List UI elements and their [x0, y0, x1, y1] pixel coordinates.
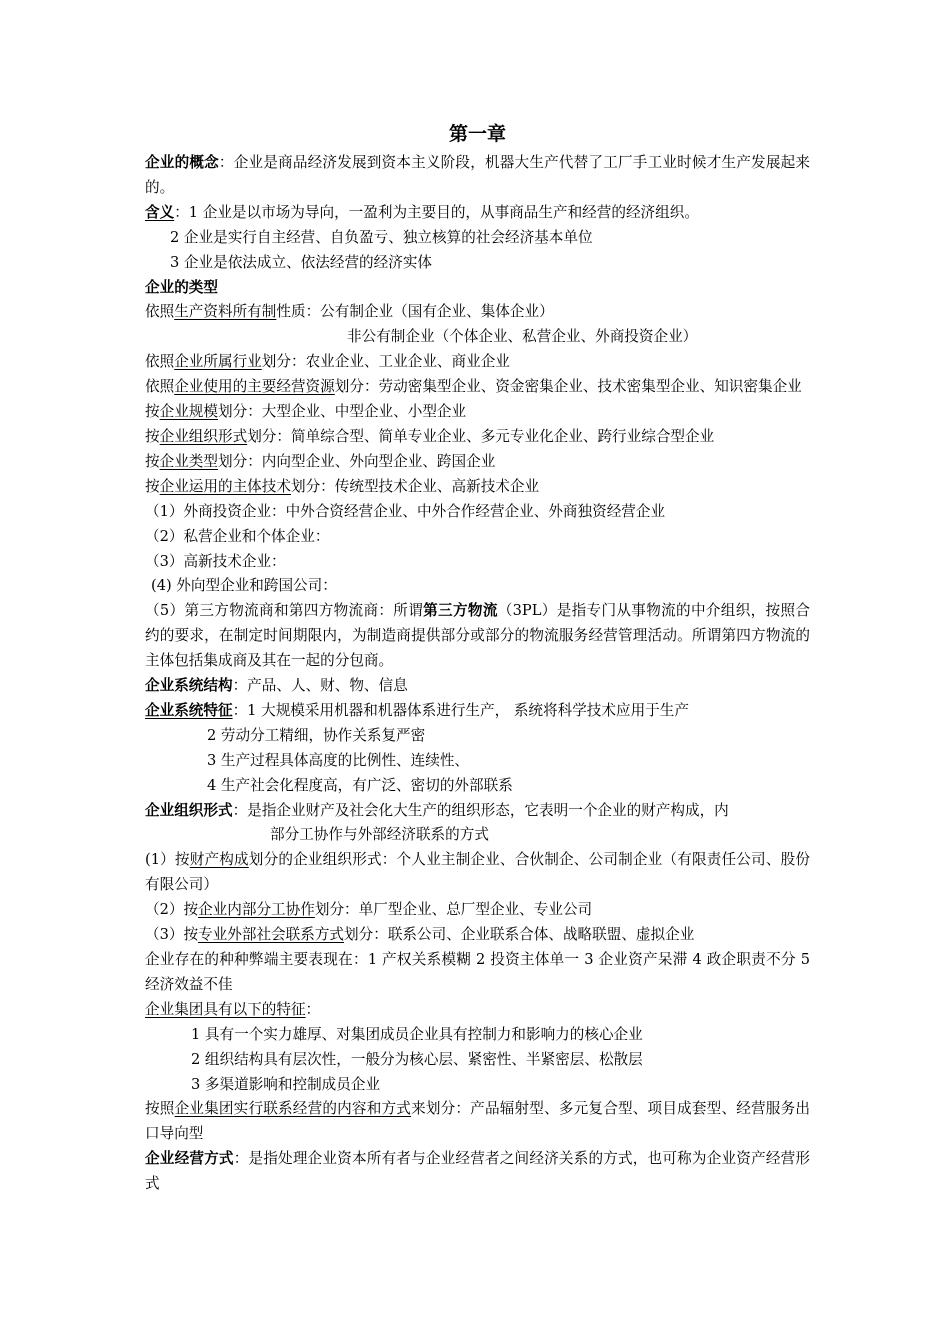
org-form-a: (1）按财产构成划分的企业组织形式：个人业主制企业、合伙制企、公司制企业（有限责任公司、股份有限公司）: [145, 851, 810, 894]
operation-paragraph: 企业经营方式：是指处理企业资本所有者与企业经营者之间经济关系的方式，也可称为企业资产经营形式: [145, 1150, 810, 1193]
concept-label: 企业的概念: [145, 154, 219, 171]
concept-paragraph: [145, 151, 810, 201]
features-item-3: 3 生产过程具体高度的比例性、连续性、: [207, 751, 470, 769]
problems-paragraph: 企业存在的种种弊端主要表现在：1 产权关系模糊 2 投资主体单一 3 企业资产呆滞 4 政企职责不分 5 经济效益不佳: [145, 951, 810, 993]
group-heading: 企业集团具有以下的特征：: [145, 1000, 321, 1018]
list-item-4: (4) 外向型企业和跨国公司：: [151, 577, 337, 595]
list-item-1: （1）外商投资企业：中外合资经营企业、中外合作经营企业、外商独资经营企业: [145, 502, 666, 520]
type-technology: 按企业运用的主体技术划分：传统型技术企业、高新技术企业: [145, 477, 540, 495]
features-item-4: 4 生产社会化程度高，有广泛、密切的外部联系: [207, 776, 513, 794]
type-scale: 按企业规模划分：大型企业、中型企业、小型企业: [145, 403, 467, 421]
type-kind: 按企业类型划分：内向型企业、外向型企业、跨国企业: [145, 452, 496, 470]
list-item-3: （3）高新技术企业：: [145, 552, 286, 570]
meaning-label: 含义: [145, 203, 175, 221]
type-ownership: 依照生产资料所有制性质：公有制企业（国有企业、集体企业）: [145, 303, 554, 321]
concept-text: ：企业是商品经济发展到资本主义阶段，机器大生产代替了工厂手工业时候才生产发展起来的。: [145, 154, 810, 196]
org-form-line2: 部分工协作与外部经济联系的方式: [270, 826, 489, 844]
type-ownership-line2: 非公有制企业（个体企业、私营企业、外商投资企业）: [347, 328, 698, 346]
group-item-2: 2 组织结构具有层次性，一般分为核心层、紧密性、半紧密层、松散层: [191, 1050, 643, 1068]
group-classify: 按照企业集团实行联系经营的内容和方式来划分：产品辐射型、多元复合型、项目成套型、经营服务出口导向型: [145, 1100, 810, 1143]
structure-paragraph: 企业系统结构：产品、人、财、物、信息: [145, 677, 408, 695]
org-form-line1: 企业组织形式：是指企业财产及社会化大生产的组织形态，它表明一个企业的财产构成，内: [145, 801, 729, 819]
group-item-3: 3 多渠道影响和控制成员企业: [191, 1075, 381, 1093]
chapter-title: 第一章: [448, 123, 506, 145]
org-form-c: （3）按专业外部社会联系方式划分：联系公司、企业联系合体、战略联盟、虚拟企业: [145, 926, 695, 944]
meaning-item-2: 2 企业是实行自主经营、自负盈亏、独立核算的社会经济基本单位: [170, 228, 593, 246]
type-resource: 依照企业使用的主要经营资源划分：劳动密集型企业、资金密集企业、技术密集型企业、知识密集企业: [145, 378, 802, 396]
types-heading: 企业的类型: [145, 278, 218, 296]
org-form-b: （2）按企业内部分工协作划分：单厂型企业、总厂型企业、专业公司: [145, 901, 593, 919]
list-item-2: （2）私营企业和个体企业：: [145, 527, 330, 545]
meaning-item-1: 含义：1 企业是以市场为导向，一盈利为主要目的，从事商品生产和经营的经济组织。: [145, 203, 699, 221]
features-item-1: 企业系统特征：1 大规模采用机器和机器体系进行生产， 系统将科学技术应用于生产: [145, 701, 689, 719]
list-item-5: （5）第三方物流商和第四方物流商：所谓第三方物流（3PL）是指专门从事物流的中介组织，按照合约的要求，在制定时间期限内，为制造商提供部分或部分的物流服务经营管理活动。所谓第四方物流的主体包括集成商及其在一起的分包商。: [145, 602, 810, 670]
features-item-2: 2 劳动分工精细，协作关系复严密: [207, 726, 426, 744]
meaning-item-3: 3 企业是依法成立、依法经营的经济实体: [170, 253, 433, 271]
document-page: [145, 118, 810, 1197]
type-industry: 依照企业所属行业划分：农业企业、工业企业、商业企业: [145, 353, 510, 371]
type-org-form: 按企业组织形式划分：简单综合型、简单专业企业、多元专业化企业、跨行业综合型企业: [145, 427, 715, 445]
group-item-1: 1 具有一个实力雄厚、对集团成员企业具有控制力和影响力的核心企业: [191, 1025, 643, 1043]
